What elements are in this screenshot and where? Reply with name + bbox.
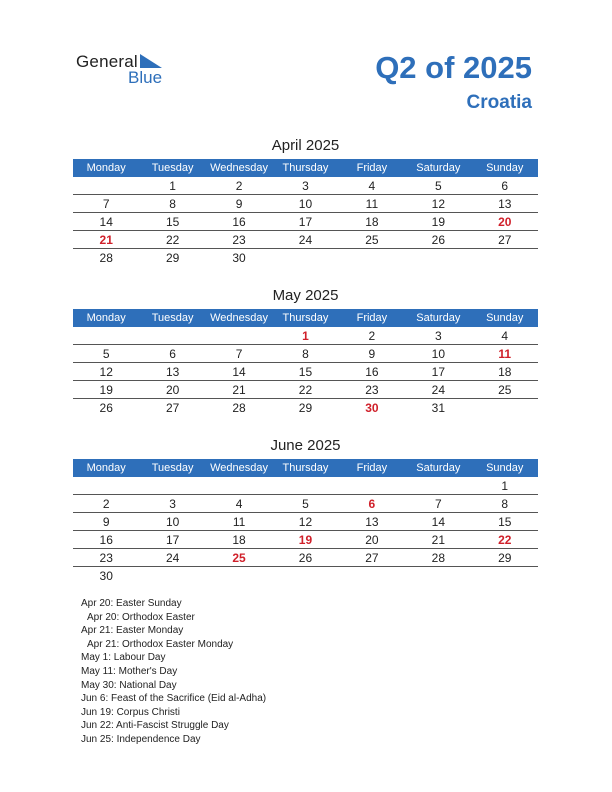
day-cell: 24 <box>431 383 445 397</box>
month-may <box>73 287 538 416</box>
day-cell: 9 <box>102 515 110 529</box>
weekday-label: Saturday <box>416 162 461 174</box>
week-row <box>73 195 538 213</box>
day-cell: 28 <box>431 551 445 565</box>
day-cell: 15 <box>498 515 512 529</box>
day-cell <box>73 477 139 494</box>
weekday-label: Saturday <box>416 462 461 474</box>
day-cell: 17 <box>165 533 180 547</box>
day-cell: 25 <box>498 383 512 397</box>
day-cell: 27 <box>165 401 180 415</box>
day-cell: 7 <box>235 347 243 361</box>
weekday-label: Tuesday <box>151 462 194 474</box>
week-row <box>73 213 538 231</box>
holiday-entry: May 11: Mother's Day <box>81 665 178 677</box>
day-cell: 11 <box>365 197 379 211</box>
weekday-label: Monday <box>86 462 126 474</box>
weekday-header <box>73 159 538 177</box>
week-row <box>73 513 538 531</box>
weekday-label: Wednesday <box>210 312 268 324</box>
day-cell: 9 <box>235 197 243 211</box>
week-row <box>73 177 538 195</box>
holiday-entry: Apr 20: Easter Sunday <box>81 598 182 609</box>
day-cell <box>139 567 205 584</box>
day-cell: 22 <box>165 233 180 247</box>
day-cell <box>139 327 205 344</box>
day-cell: 1 <box>501 479 509 493</box>
day-cell: 26 <box>99 401 113 415</box>
day-cell: 12 <box>298 515 313 529</box>
day-cell: 23 <box>99 551 113 565</box>
day-cell: 20 <box>165 383 180 397</box>
week-row <box>73 567 538 584</box>
day-cell: 14 <box>431 515 445 529</box>
month-june <box>73 437 538 584</box>
weekday-label: Thursday <box>282 462 329 474</box>
holiday-entry: Apr 21: Easter Monday <box>81 625 184 637</box>
day-cell: 25 <box>365 233 379 247</box>
day-cell <box>405 477 471 494</box>
day-cell <box>405 249 471 266</box>
week-row <box>73 549 538 567</box>
holiday-day-cell: 20 <box>498 215 512 229</box>
month-title: June 2025 <box>270 437 341 454</box>
day-cell <box>206 567 272 584</box>
day-cell: 15 <box>165 215 180 229</box>
week-row <box>73 477 538 495</box>
holiday-list <box>81 597 266 747</box>
logo-blue-text: Blue <box>128 68 163 87</box>
holiday-day-cell: 6 <box>368 497 376 511</box>
week-row <box>73 363 538 381</box>
day-cell: 13 <box>498 197 512 211</box>
day-cell <box>206 477 272 494</box>
weekday-label: Monday <box>86 312 126 324</box>
holiday-day-cell: 22 <box>498 533 512 547</box>
day-cell: 14 <box>232 365 246 379</box>
day-cell: 3 <box>302 179 309 193</box>
day-cell: 5 <box>434 179 442 193</box>
day-cell: 2 <box>368 329 376 343</box>
day-cell: 24 <box>298 233 313 247</box>
day-cell: 29 <box>165 251 180 265</box>
day-cell <box>472 399 538 416</box>
day-cell: 13 <box>165 365 180 379</box>
day-cell <box>272 249 338 266</box>
day-cell: 18 <box>232 533 246 547</box>
day-cell <box>339 567 405 584</box>
day-cell <box>139 477 205 494</box>
day-cell <box>73 177 139 194</box>
day-cell: 8 <box>302 347 309 361</box>
day-cell: 19 <box>99 383 113 397</box>
month-title: May 2025 <box>272 287 339 304</box>
day-cell: 27 <box>365 551 379 565</box>
day-cell: 21 <box>232 383 246 397</box>
day-cell: 5 <box>302 497 309 511</box>
holiday-entry: Apr 20: Orthodox Easter <box>87 611 195 623</box>
logo-triangle-icon <box>140 54 162 68</box>
day-cell: 4 <box>368 179 376 193</box>
day-cell <box>206 327 272 344</box>
day-cell: 19 <box>431 215 445 229</box>
weekday-label: Thursday <box>282 312 329 324</box>
day-cell <box>73 327 139 344</box>
weekday-label: Wednesday <box>210 462 268 474</box>
day-cell: 4 <box>235 497 243 511</box>
day-cell <box>405 567 471 584</box>
day-cell: 23 <box>232 233 246 247</box>
month-april <box>73 137 538 266</box>
day-cell <box>272 477 338 494</box>
day-cell: 13 <box>365 515 379 529</box>
day-cell: 26 <box>431 233 445 247</box>
week-row <box>73 345 538 363</box>
month-title: April 2025 <box>271 137 340 154</box>
holiday-entry: May 1: Labour Day <box>81 652 166 664</box>
week-row <box>73 495 538 513</box>
week-row <box>73 231 538 249</box>
day-cell: 28 <box>99 251 113 265</box>
day-cell: 12 <box>431 197 445 211</box>
weekday-label: Friday <box>356 462 388 474</box>
day-cell: 18 <box>498 365 512 379</box>
weekday-label: Sunday <box>486 312 524 324</box>
day-cell: 15 <box>298 365 313 379</box>
day-cell: 3 <box>434 329 442 343</box>
day-cell: 17 <box>298 215 313 229</box>
weekday-label: Sunday <box>486 462 524 474</box>
week-row <box>73 399 538 416</box>
holiday-day-cell: 21 <box>99 233 113 247</box>
day-cell <box>472 567 538 584</box>
day-cell: 2 <box>102 497 110 511</box>
day-cell: 27 <box>498 233 512 247</box>
day-cell: 8 <box>169 197 176 211</box>
day-cell: 31 <box>431 401 445 415</box>
weekday-label: Wednesday <box>210 162 268 174</box>
holiday-day-cell: 1 <box>302 329 309 343</box>
day-cell: 30 <box>99 569 113 583</box>
day-cell: 21 <box>431 533 445 547</box>
day-cell: 2 <box>235 179 243 193</box>
day-cell: 3 <box>169 497 176 511</box>
week-row <box>73 381 538 399</box>
holiday-entry: Jun 22: Anti-Fascist Struggle Day <box>81 720 229 732</box>
day-cell: 6 <box>501 179 509 193</box>
holiday-entry: Jun 19: Corpus Christi <box>81 706 180 718</box>
weekday-label: Sunday <box>486 162 524 174</box>
day-cell <box>472 249 538 266</box>
weekday-header <box>73 309 538 327</box>
day-cell: 16 <box>232 215 246 229</box>
holiday-day-cell: 19 <box>298 533 313 547</box>
weekday-label: Saturday <box>416 312 461 324</box>
day-cell: 26 <box>298 551 313 565</box>
holiday-entry: Apr 21: Orthodox Easter Monday <box>87 638 234 650</box>
day-cell: 10 <box>431 347 445 361</box>
logo-general-text: General <box>76 52 138 71</box>
day-cell: 16 <box>365 365 379 379</box>
day-cell: 10 <box>298 197 313 211</box>
day-cell: 12 <box>99 365 113 379</box>
day-cell: 10 <box>165 515 180 529</box>
day-cell: 16 <box>99 533 113 547</box>
day-cell: 11 <box>232 515 246 529</box>
weekday-label: Tuesday <box>151 312 194 324</box>
day-cell: 20 <box>365 533 379 547</box>
holiday-day-cell: 25 <box>232 551 246 565</box>
day-cell: 7 <box>434 497 442 511</box>
day-cell: 30 <box>232 251 246 265</box>
weekday-label: Monday <box>86 162 126 174</box>
day-cell: 24 <box>165 551 180 565</box>
day-cell <box>339 477 405 494</box>
holiday-day-cell: 11 <box>498 347 512 361</box>
holiday-entry: Jun 25: Independence Day <box>81 733 201 745</box>
week-row <box>73 327 538 345</box>
day-cell: 8 <box>501 497 509 511</box>
day-cell: 22 <box>298 383 313 397</box>
day-cell: 7 <box>102 197 110 211</box>
weekday-label: Friday <box>356 312 388 324</box>
holiday-entry: May 30: National Day <box>81 679 177 691</box>
day-cell <box>272 567 338 584</box>
quarter-title: Q2 of 2025 <box>375 50 532 85</box>
holiday-entry: Jun 6: Feast of the Sacrifice (Eid al-Adha) <box>81 693 267 705</box>
weekday-label: Thursday <box>282 162 329 174</box>
day-cell: 28 <box>232 401 246 415</box>
day-cell: 4 <box>501 329 509 343</box>
weekday-label: Friday <box>356 162 388 174</box>
weekday-header <box>73 459 538 477</box>
day-cell: 29 <box>298 401 313 415</box>
day-cell: 14 <box>99 215 113 229</box>
day-cell <box>339 249 405 266</box>
day-cell: 5 <box>102 347 110 361</box>
day-cell: 9 <box>368 347 376 361</box>
day-cell: 18 <box>365 215 379 229</box>
country-name: Croatia <box>466 92 532 113</box>
day-cell: 29 <box>498 551 512 565</box>
holiday-day-cell: 30 <box>365 401 379 415</box>
week-row <box>73 249 538 266</box>
day-cell: 23 <box>365 383 379 397</box>
week-row <box>73 531 538 549</box>
day-cell: 6 <box>169 347 176 361</box>
day-cell: 17 <box>431 365 445 379</box>
weekday-label: Tuesday <box>151 162 194 174</box>
day-cell: 1 <box>169 179 176 193</box>
